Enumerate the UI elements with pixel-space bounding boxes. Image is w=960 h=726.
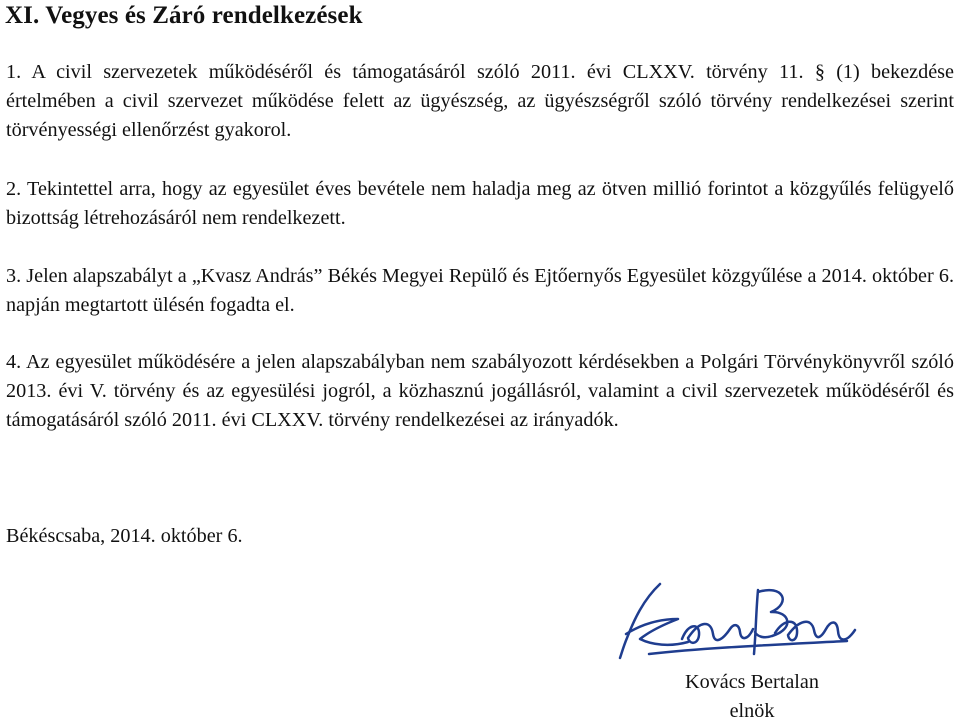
paragraph-1: 1. A civil szervezetek működéséről és támogatásáról szóló 2011. évi CLXXV. törvény 11. § (1) bekezdése értelmében a civil szervezet működése felett az ügyészség, az ügyészségről szóló törvény rendelkezései szerint törvényességi ellenőrzést gyakorol.: [6, 61, 954, 141]
place-and-date: Békéscsaba, 2014. október 6.: [6, 525, 243, 547]
paragraph-3: 3. Jelen alapszabályt a „Kvasz András” Békés Megyei Repülő és Ejtőernyős Egyesület közgyűlése a 2014. október 6. napján megtartott ülésén fogadta el.: [6, 265, 954, 316]
signature-strokes: [620, 584, 855, 658]
paragraph-2: 2. Tekintettel arra, hogy az egyesület éves bevétele nem haladja meg az ötven millió forintot a közgyűlés felügyelő bizottság létrehozásáról nem rendelkezett.: [6, 178, 954, 229]
paragraph-4: 4. Az egyesület működésére a jelen alapszabályban nem szabályozott kérdésekben a Polgári Törvénykönyvről szóló 2013. évi V. törvény és az egyesülési jogról, a közhasznú jogállásról, valamint a civil szervezetek működéséről és támogatásáról szóló 2011. évi CLXXV. törvény rendelkezései az irányadók.: [6, 351, 954, 431]
signature-k-arm: [626, 619, 688, 645]
signature-first-name: [682, 624, 753, 643]
handwritten-signature: [612, 572, 870, 670]
signer-name: Kovács Bertalan: [685, 671, 819, 693]
section-title: XI. Vegyes és Záró rendelkezések: [5, 2, 363, 29]
signer-title: elnök: [729, 700, 775, 722]
